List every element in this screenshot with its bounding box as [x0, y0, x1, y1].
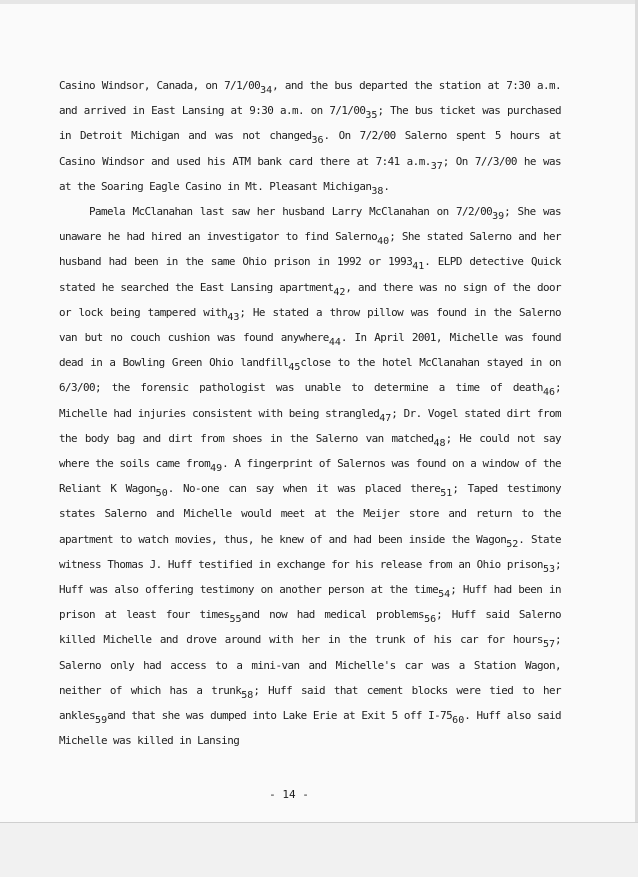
footnote-ref: 58: [241, 689, 254, 701]
scan-edge-top: [0, 0, 638, 4]
footnote-ref: 51: [440, 488, 453, 500]
paragraph-2: [59, 199, 561, 753]
text-run: . A fingerprint of Salernos was found on a window of the Reliant K Wagon: [59, 457, 561, 496]
footnote-ref: 57: [542, 639, 555, 651]
text-run: ; Dr. Vogel stated dirt from the body bag and dirt from shoes in the Salerno van matched: [59, 406, 561, 445]
text-run: ; Huff had been in prison at least four times: [59, 583, 561, 622]
text-run: and now had medical problems: [241, 608, 425, 622]
text-run: ; He could not say where the soils came from: [59, 431, 561, 471]
page-number: - 14 -: [269, 788, 309, 801]
text-run: ; Salerno only had access to a mini-van and Michelle's car was a Station Wagon, neither of which has a trunk: [59, 633, 561, 697]
body-text: [59, 73, 561, 753]
paragraph-1: [59, 73, 561, 199]
text-run: ; Huff said Salerno killed Michelle and drove around with her in the trunk of his car for hours: [59, 608, 561, 647]
text-run: .: [383, 179, 390, 193]
footnote-ref: 50: [155, 488, 168, 500]
text-run: , and there was no sign of the door or lock being tampered with: [59, 280, 561, 319]
text-run: ; Taped testimony states Salerno and Michelle would meet at the Meijer store and return to the apartment to watch movies, thus, he knew of and had been inside the Wagon: [59, 482, 561, 546]
footnote-ref: 48: [433, 437, 446, 449]
footnote-ref: 49: [210, 463, 223, 475]
footnote-ref: 47: [379, 412, 392, 424]
footnote-ref: 56: [424, 614, 437, 626]
text-run: ; She was unaware he had hired an investigator to find Salerno: [59, 205, 562, 244]
text-run: ; He stated a throw pillow was found in the Salerno van but no couch cushion was found anywhere: [59, 305, 562, 345]
footnote-ref: 55: [229, 614, 242, 626]
text-run: , and the bus departed the station at 7:30 a.m. and arrived in East Lansing at 9:30 a.m. on 7/1/00: [59, 79, 561, 118]
text-run: close to the hotel McClanahan stayed in on 6/3/00; the forensic pathologist was unable to determine a time of death: [59, 356, 562, 395]
text-run: Casino Windsor, Canada, on 7/1/00: [59, 79, 261, 92]
footnote-ref: 39: [492, 211, 505, 223]
footnote-ref: 45: [288, 362, 301, 374]
footnote-ref: 46: [542, 387, 555, 399]
footnote-ref: 37: [430, 160, 443, 172]
footnote-ref: 36: [311, 135, 324, 147]
text-run: . Huff also said Michelle was killed in Lansing: [59, 709, 561, 748]
text-run: ; Huff said that cement blocks were tied to her ankles: [59, 683, 561, 723]
text-run: ; On 7//3/00 he was at the Soaring Eagle Casino in Mt. Pleasant Michigan: [59, 154, 561, 193]
footnote-ref: 40: [377, 236, 390, 248]
footnote-ref: 35: [365, 110, 378, 122]
text-run: and that she was dumped into Lake Erie at Exit 5 off I-75: [107, 709, 453, 723]
text-run: Pamela McClanahan last saw her husband Larry McClanahan on 7/2/00: [89, 205, 493, 219]
footnote-ref: 38: [371, 185, 384, 197]
footnote-ref: 60: [452, 715, 465, 727]
footnote-ref: 52: [506, 538, 519, 550]
text-run: . ELPD detective Quick stated he searched the East Lansing apartment: [59, 255, 561, 294]
text-run: . No-one can say when it was placed there: [167, 482, 441, 496]
footnote-ref: 34: [260, 85, 273, 96]
text-run: ; Huff was also offering testimony on another person at the time: [59, 557, 561, 597]
footnote-ref: 43: [227, 311, 240, 323]
text-run: ; She stated Salerno and her husband had been in the same Ohio prison in 1992 or 1993: [59, 230, 561, 269]
text-run: . State witness Thomas J. Huff testified in exchange for his release from an Ohio prison: [59, 532, 561, 571]
text-run: ; The bus ticket was purchased in Detroit Michigan and was not changed: [59, 104, 561, 143]
footnote-ref: 59: [95, 715, 108, 727]
footnote-ref: 41: [412, 261, 425, 273]
footnote-ref: 54: [438, 589, 451, 601]
text-run: ; Michelle had injuries consistent with being strangled: [59, 381, 561, 420]
text-run: . On 7/2/00 Salerno spent 5 hours at Casino Windsor and used his ATM bank card there at 7:41 a.m.: [59, 129, 561, 168]
footnote-ref: 42: [333, 286, 346, 298]
scan-bottom-margin: [0, 822, 638, 877]
footnote-ref: 53: [542, 563, 555, 575]
text-run: . In April 2001, Michelle was found dead in a Bowling Green Ohio landfill: [59, 331, 561, 370]
footnote-ref: 44: [328, 337, 341, 349]
